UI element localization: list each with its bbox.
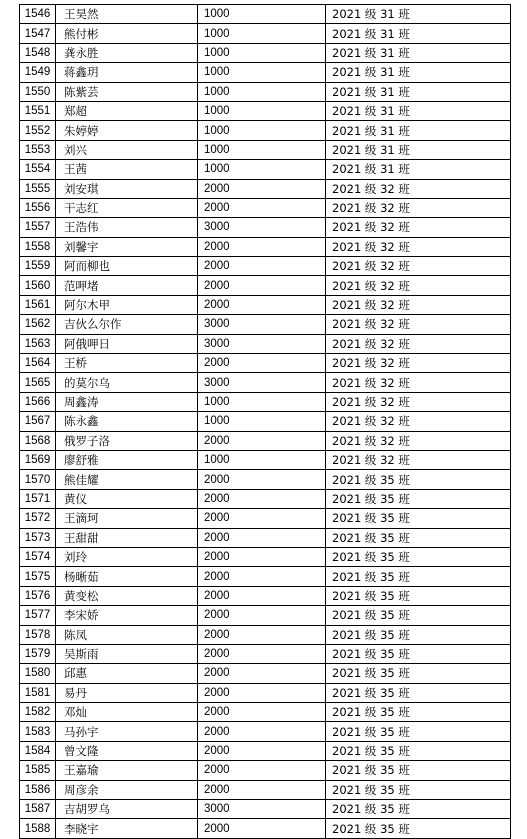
student-name-cell: 吉胡罗乌 — [56, 800, 198, 819]
amount-cell: 2000 — [198, 567, 326, 586]
table-row — [20, 547, 511, 566]
amount-cell: 2000 — [198, 741, 326, 760]
student-name-cell: 范呷堵 — [56, 276, 198, 295]
table-row — [20, 606, 511, 625]
amount-cell: 1000 — [198, 412, 326, 431]
amount-cell: 2000 — [198, 257, 326, 276]
student-name-cell: 曾文隆 — [56, 741, 198, 760]
table-row — [20, 509, 511, 528]
table-row — [20, 354, 511, 373]
student-name-cell: 朱婷婷 — [56, 121, 198, 140]
row-number-cell: 1574 — [20, 547, 56, 566]
student-name-cell: 易丹 — [56, 683, 198, 702]
table-row — [20, 431, 511, 450]
amount-cell: 1000 — [198, 63, 326, 82]
student-name-cell: 周彦余 — [56, 780, 198, 799]
student-name-cell: 郑超 — [56, 101, 198, 120]
class-cell: 2021 级 31 班 — [326, 63, 511, 82]
row-number-cell: 1582 — [20, 703, 56, 722]
student-name-cell: 王甜甜 — [56, 528, 198, 547]
class-cell: 2021 级 35 班 — [326, 703, 511, 722]
table-row — [20, 373, 511, 392]
row-number-cell: 1577 — [20, 606, 56, 625]
student-name-cell: 李晓宇 — [56, 819, 198, 838]
student-name-cell: 熊付彬 — [56, 24, 198, 43]
table-row — [20, 63, 511, 82]
class-cell: 2021 级 35 班 — [326, 606, 511, 625]
class-cell: 2021 级 32 班 — [326, 179, 511, 198]
amount-cell: 2000 — [198, 586, 326, 605]
table-row — [20, 198, 511, 217]
table-row — [20, 276, 511, 295]
row-number-cell: 1548 — [20, 43, 56, 62]
amount-cell: 2000 — [198, 780, 326, 799]
amount-cell: 3000 — [198, 800, 326, 819]
class-cell: 2021 级 35 班 — [326, 722, 511, 741]
amount-cell: 2000 — [198, 625, 326, 644]
class-cell: 2021 级 32 班 — [326, 295, 511, 314]
row-number-cell: 1552 — [20, 121, 56, 140]
amount-cell: 1000 — [198, 121, 326, 140]
row-number-cell: 1588 — [20, 819, 56, 838]
amount-cell: 2000 — [198, 489, 326, 508]
amount-cell: 2000 — [198, 470, 326, 489]
class-cell: 2021 级 32 班 — [326, 276, 511, 295]
row-number-cell: 1573 — [20, 528, 56, 547]
table-row — [20, 819, 511, 838]
table-row — [20, 528, 511, 547]
student-name-cell: 邓灿 — [56, 703, 198, 722]
amount-cell: 2000 — [198, 664, 326, 683]
table-row — [20, 664, 511, 683]
row-number-cell: 1553 — [20, 140, 56, 159]
table-row — [20, 24, 511, 43]
table-row — [20, 567, 511, 586]
amount-cell: 2000 — [198, 819, 326, 838]
amount-cell: 3000 — [198, 315, 326, 334]
table-row — [20, 121, 511, 140]
class-cell: 2021 级 35 班 — [326, 489, 511, 508]
row-number-cell: 1570 — [20, 470, 56, 489]
table-row — [20, 101, 511, 120]
amount-cell: 1000 — [198, 160, 326, 179]
student-name-cell: 的莫尔乌 — [56, 373, 198, 392]
row-number-cell: 1556 — [20, 198, 56, 217]
row-number-cell: 1562 — [20, 315, 56, 334]
class-cell: 2021 级 31 班 — [326, 43, 511, 62]
class-cell: 2021 级 32 班 — [326, 392, 511, 411]
class-cell: 2021 级 35 班 — [326, 819, 511, 838]
table-row — [20, 470, 511, 489]
student-name-cell: 阿俄呷日 — [56, 334, 198, 353]
class-cell: 2021 级 35 班 — [326, 741, 511, 760]
row-number-cell: 1565 — [20, 373, 56, 392]
row-number-cell: 1558 — [20, 237, 56, 256]
row-number-cell: 1580 — [20, 664, 56, 683]
row-number-cell: 1555 — [20, 179, 56, 198]
row-number-cell: 1572 — [20, 509, 56, 528]
table-row — [20, 683, 511, 702]
student-name-cell: 王昊然 — [56, 5, 198, 24]
table-row — [20, 586, 511, 605]
student-name-cell: 邱惠 — [56, 664, 198, 683]
table-row — [20, 625, 511, 644]
student-name-cell: 陈紫芸 — [56, 82, 198, 101]
student-name-cell: 俄罗子洛 — [56, 431, 198, 450]
row-number-cell: 1559 — [20, 257, 56, 276]
student-name-cell: 熊佳耀 — [56, 470, 198, 489]
amount-cell: 3000 — [198, 334, 326, 353]
row-number-cell: 1584 — [20, 741, 56, 760]
student-name-cell: 吴斯雨 — [56, 644, 198, 663]
amount-cell: 1000 — [198, 450, 326, 469]
row-number-cell: 1569 — [20, 450, 56, 469]
table-row — [20, 218, 511, 237]
amount-cell: 1000 — [198, 392, 326, 411]
class-cell: 2021 级 31 班 — [326, 101, 511, 120]
amount-cell: 1000 — [198, 101, 326, 120]
class-cell: 2021 级 31 班 — [326, 140, 511, 159]
class-cell: 2021 级 35 班 — [326, 761, 511, 780]
row-number-cell: 1547 — [20, 24, 56, 43]
student-name-cell: 陈凤 — [56, 625, 198, 644]
amount-cell: 2000 — [198, 509, 326, 528]
class-cell: 2021 级 32 班 — [326, 198, 511, 217]
student-name-cell: 周鑫涛 — [56, 392, 198, 411]
class-cell: 2021 级 35 班 — [326, 528, 511, 547]
student-name-cell: 刘馨宇 — [56, 237, 198, 256]
student-name-cell: 王茜 — [56, 160, 198, 179]
row-number-cell: 1560 — [20, 276, 56, 295]
student-name-cell: 干志红 — [56, 198, 198, 217]
class-cell: 2021 级 35 班 — [326, 800, 511, 819]
row-number-cell: 1571 — [20, 489, 56, 508]
amount-cell: 2000 — [198, 722, 326, 741]
class-cell: 2021 级 32 班 — [326, 431, 511, 450]
class-cell: 2021 级 35 班 — [326, 664, 511, 683]
student-name-cell: 王浩伟 — [56, 218, 198, 237]
row-number-cell: 1583 — [20, 722, 56, 741]
table-row — [20, 315, 511, 334]
row-number-cell: 1576 — [20, 586, 56, 605]
amount-cell: 2000 — [198, 644, 326, 663]
row-number-cell: 1554 — [20, 160, 56, 179]
amount-cell: 2000 — [198, 683, 326, 702]
amount-cell: 2000 — [198, 431, 326, 450]
row-number-cell: 1546 — [20, 5, 56, 24]
row-number-cell: 1578 — [20, 625, 56, 644]
row-number-cell: 1564 — [20, 354, 56, 373]
amount-cell: 2000 — [198, 547, 326, 566]
row-number-cell: 1585 — [20, 761, 56, 780]
row-number-cell: 1567 — [20, 412, 56, 431]
table-row — [20, 703, 511, 722]
row-number-cell: 1549 — [20, 63, 56, 82]
class-cell: 2021 级 31 班 — [326, 24, 511, 43]
table-row — [20, 722, 511, 741]
class-cell: 2021 级 32 班 — [326, 218, 511, 237]
class-cell: 2021 级 35 班 — [326, 547, 511, 566]
class-cell: 2021 级 31 班 — [326, 82, 511, 101]
class-cell: 2021 级 32 班 — [326, 315, 511, 334]
amount-cell: 2000 — [198, 354, 326, 373]
table-body — [20, 5, 511, 839]
amount-cell: 3000 — [198, 218, 326, 237]
student-name-cell: 阿尔木甲 — [56, 295, 198, 314]
amount-cell: 2000 — [198, 198, 326, 217]
table-row — [20, 295, 511, 314]
student-name-cell: 龚永胜 — [56, 43, 198, 62]
table-row — [20, 334, 511, 353]
student-name-cell: 黄仪 — [56, 489, 198, 508]
class-cell: 2021 级 35 班 — [326, 625, 511, 644]
amount-cell: 1000 — [198, 82, 326, 101]
row-number-cell: 1551 — [20, 101, 56, 120]
class-cell: 2021 级 35 班 — [326, 509, 511, 528]
row-number-cell: 1586 — [20, 780, 56, 799]
table-row — [20, 237, 511, 256]
class-cell: 2021 级 35 班 — [326, 683, 511, 702]
student-name-cell: 黄变松 — [56, 586, 198, 605]
class-cell: 2021 级 35 班 — [326, 644, 511, 663]
student-name-cell: 王滴珂 — [56, 509, 198, 528]
student-name-cell: 刘兴 — [56, 140, 198, 159]
amount-cell: 2000 — [198, 606, 326, 625]
row-number-cell: 1581 — [20, 683, 56, 702]
table-row — [20, 780, 511, 799]
amount-cell: 2000 — [198, 295, 326, 314]
student-name-cell: 吉伙么尔作 — [56, 315, 198, 334]
table-row — [20, 392, 511, 411]
class-cell: 2021 级 31 班 — [326, 121, 511, 140]
table-row — [20, 140, 511, 159]
class-cell: 2021 级 31 班 — [326, 160, 511, 179]
student-name-cell: 王嘉瑜 — [56, 761, 198, 780]
class-cell: 2021 级 32 班 — [326, 412, 511, 431]
row-number-cell: 1550 — [20, 82, 56, 101]
table-row — [20, 5, 511, 24]
amount-cell: 1000 — [198, 24, 326, 43]
table-row — [20, 644, 511, 663]
student-name-cell: 马孙宇 — [56, 722, 198, 741]
row-number-cell: 1587 — [20, 800, 56, 819]
amount-cell: 2000 — [198, 761, 326, 780]
table-row — [20, 412, 511, 431]
table-row — [20, 82, 511, 101]
student-name-cell: 廖舒雅 — [56, 450, 198, 469]
student-name-cell: 王桥 — [56, 354, 198, 373]
table-row — [20, 43, 511, 62]
student-name-cell: 陈永鑫 — [56, 412, 198, 431]
amount-cell: 1000 — [198, 140, 326, 159]
class-cell: 2021 级 32 班 — [326, 373, 511, 392]
table-row — [20, 800, 511, 819]
class-cell: 2021 级 35 班 — [326, 586, 511, 605]
row-number-cell: 1563 — [20, 334, 56, 353]
amount-cell: 2000 — [198, 528, 326, 547]
row-number-cell: 1575 — [20, 567, 56, 586]
class-cell: 2021 级 32 班 — [326, 450, 511, 469]
student-name-cell: 刘玲 — [56, 547, 198, 566]
class-cell: 2021 级 35 班 — [326, 470, 511, 489]
student-name-cell: 阿而柳也 — [56, 257, 198, 276]
row-number-cell: 1566 — [20, 392, 56, 411]
class-cell: 2021 级 32 班 — [326, 257, 511, 276]
row-number-cell: 1557 — [20, 218, 56, 237]
table-row — [20, 450, 511, 469]
amount-cell: 1000 — [198, 5, 326, 24]
student-name-cell: 刘安琪 — [56, 179, 198, 198]
table-row — [20, 257, 511, 276]
student-name-cell: 蒋鑫玥 — [56, 63, 198, 82]
table-row — [20, 160, 511, 179]
amount-cell: 2000 — [198, 703, 326, 722]
table-row — [20, 179, 511, 198]
student-funding-table — [19, 4, 511, 839]
table-row — [20, 489, 511, 508]
class-cell: 2021 级 32 班 — [326, 354, 511, 373]
amount-cell: 2000 — [198, 179, 326, 198]
class-cell: 2021 级 35 班 — [326, 567, 511, 586]
table-row — [20, 761, 511, 780]
amount-cell: 1000 — [198, 43, 326, 62]
row-number-cell: 1568 — [20, 431, 56, 450]
class-cell: 2021 级 35 班 — [326, 780, 511, 799]
student-name-cell: 李宋娇 — [56, 606, 198, 625]
row-number-cell: 1561 — [20, 295, 56, 314]
table-row — [20, 741, 511, 760]
class-cell: 2021 级 32 班 — [326, 237, 511, 256]
class-cell: 2021 级 32 班 — [326, 334, 511, 353]
row-number-cell: 1579 — [20, 644, 56, 663]
amount-cell: 2000 — [198, 237, 326, 256]
amount-cell: 3000 — [198, 373, 326, 392]
student-name-cell: 杨晰茹 — [56, 567, 198, 586]
amount-cell: 2000 — [198, 276, 326, 295]
class-cell: 2021 级 31 班 — [326, 5, 511, 24]
